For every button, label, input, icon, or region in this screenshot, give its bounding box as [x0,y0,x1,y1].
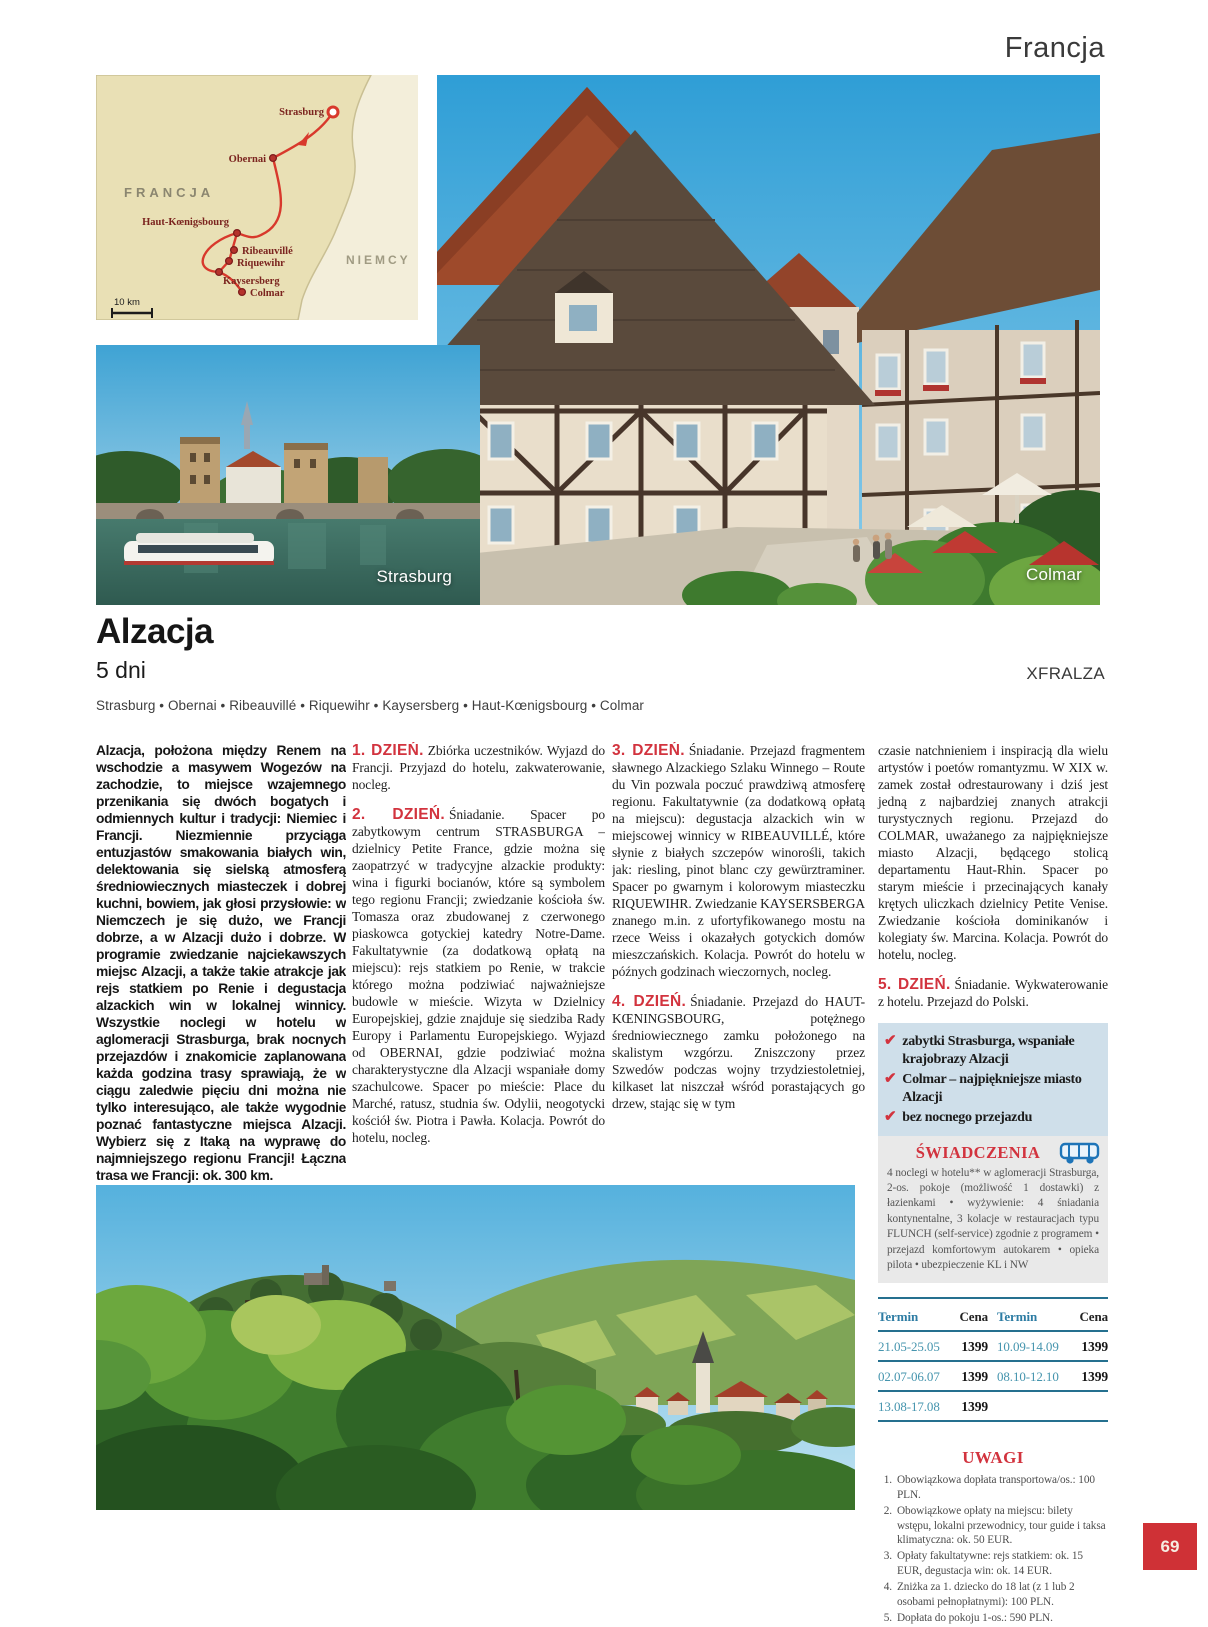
day-4-continued: czasie natchnieniem i inspiracją dla wielu artystów i poetów romantyzmu. W XIX w. zamek został odrestaurowany i dziś jest jedną z najbardziej znanych atrakcji turystycznych regionu. Przejazd do COLMAR, uważanego za najpiękniejsze miasto Alzacji, będącego stolicą departamentu Haut-Rhin. Spacer po starym mieście i przecinających kanały krętych uliczkach dzielnicy Petite Venise. Zwiedzanie kościoła dominikanów i kolegiaty św. Marcina. Kolacja. Powrót do hotelu, nocleg. [878,743,1108,962]
date-range: 21.05-25.05 [878,1339,940,1355]
photo-vineyard [96,1185,855,1510]
date-range: 13.08-17.08 [878,1399,940,1415]
note-text: Obowiązkowa dopłata transportowa/os.: 100 PLN. [897,1474,1095,1501]
church-tower [696,1363,710,1413]
price: 1399 [961,1369,988,1385]
route-map-illustration [96,75,418,320]
day-4 [612,993,865,1112]
itinerary-column-2 [612,742,865,1184]
photo-caption-strasburg: Strasburg [376,567,452,586]
day-2 [352,806,605,1146]
note-item [878,1549,1108,1578]
trip-header [96,612,213,684]
price-table [878,1297,1108,1422]
note-number: 2. [883,1505,892,1518]
check-icon: ✔ [884,1033,897,1049]
intro-text: Alzacja, położona między Renem na wschodzie a masywem Wogezów na zachodzie, to miejsce wzajemnego przenikania się dwóch bogatych i odmiennych kultur i tradycji: Niemiec i Francji. Niezmiennie przyciąga entuzjastów smakowania białych win, delektowania się sielską atmosferą średniowiecznych miasteczek i dobrej kuchni, bowiem, jak głosi przysłowie: w Niemczech je się dużo, we Francji dobrze, a w Alzacji dużo i dobrze. W programie zwiedzanie najciekawszych miejsc Alzacji, a także takie atrakcje jak rejs statkiem po Renie i degustacja alzackich win w lokalnej winnicy. Wszystkie noclegi w hotelu w aglomeracji Strasburga, brak nocnych przejazdów i znakomicie zaplanowana każda godzina trasy sprawiają, że w ciągu zaledwie pięciu dni można nie tylko interesująco, ale także wygodnie poznać fantastyczne miejsca Alzacji. Wybierz się z Itaką na wyprawę do najmniejszego regionu Francji! Łączna trasa we Francji: ok. 300 km. [96,743,346,1183]
day-1-text: Zbiórka uczestników. Wyjazd do Francji. Przyjazd do hotelu, zakwaterowanie, nocleg. [352,743,605,792]
price-row [878,1332,1108,1362]
day-5-label: 5. DZIEŃ. [878,976,951,993]
note-text: Opłaty fakultatywne: rejs statkiem: ok. 15 EUR, degustacja win: ok. 14 EUR. [897,1550,1083,1577]
note-item [878,1473,1108,1502]
date-range: 02.07-06.07 [878,1369,940,1385]
note-number: 4. [883,1581,892,1594]
day-2-text: Śniadanie. Spacer po zabytkowym centrum STRASBURGA – dzielnicy Petite France, gdzie można się zaopatrzyć w tradycyjne alzackie produkty: wina i figurki bocianów, które są symbolem tego regionu Francji; zwiedzanie kościoła św. Tomasza oraz zbudowanej z czerwonego piaskowca gotyckiej katedry Notre-Dame. Fakultatywnie (za dodatkową opłatą na miejscu): rejs statkiem po Renie, w trakcie którego można podziwiać najważniejsze budowle w mieście. Wizyta w Dzielnicy Europejskiej, gdzie znajduje się siedziba Rady Europy i Parlamentu Europejskiego. Wyjazd od OBERNAI, gdzie podziwiać można charakterystyczne dla Alzacji wspaniałe domy szachulcowe. Spacer po mieście: Place du Marché, ratusz, studnia św. Odylii, neogotycki kościół św. Piotra i Pawła. Kolacja. Powrót do hotelu, nocleg. [352,807,605,1145]
page-title: Alzacja [96,612,214,651]
notes-title: UWAGI [962,1448,1024,1468]
day-1-label: 1. DZIEŃ. [352,742,424,759]
highlight-item [884,1071,1100,1106]
colmar-illustration [437,75,1100,605]
note-text: Obowiązkowe opłaty na miejscu: bilety wstępu, lokalni przewodnicy, tour guide i taksa klimatyczna: ok. 50 EUR. [897,1505,1106,1546]
check-icon: ✔ [884,1109,897,1125]
note-item [878,1580,1108,1609]
day-4-label: 4. DZIEŃ. [612,993,687,1010]
map-region-niemcy: NIEMCY [346,253,411,267]
date-range: 08.10-12.10 [997,1369,1059,1385]
vineyard-illustration [96,1185,855,1510]
day-2-label: 2. DZIEŃ. [352,806,445,823]
marker-strasburg [328,107,338,117]
page-number: 69 [1160,1536,1180,1556]
note-item [878,1504,1108,1547]
day-4-text: Śniadanie. Przejazd do HAUT-KŒNINGSBOURG, potężnego średniowiecznego zamku położonego na skalistym wzgórzu. Zniszczony przez Szwedów podczas wojny trzydziestoletniej, kilkaset lat niszczał wśród porastających go drzew, stając się w tym [612,994,865,1111]
price-table-header [878,1302,1108,1332]
page-number-badge [1143,1523,1197,1570]
tour-boat [124,533,274,565]
price: 1399 [961,1339,988,1355]
note-text: Zniżka za 1. dziecko do 18 lat (z 1 lub 2 osobami pełnopłatnymi): 100 PLN. [897,1581,1075,1608]
route-map [96,75,418,320]
col-header-cena: Cena [1079,1309,1108,1325]
day-3-text: Śniadanie. Przejazd fragmentem sławnego Alzackiego Szlaku Winnego – Route du Vin pozwala poczuć prawdziwą atmosferę regionu. Fakultatywnie (za dodatkową opłatą na miejscu): degustacja alzackich win w miejscowej winnicy w RIBEAUVILLÉ, które słynie z białych szczepów winorośli, takich jak: riesling, pinot blanc czy gewürztraminer. Spacer po gwarnym i kolorowym miasteczku RIQUEWIHR. Zwiedzanie KAYSERSBERGA znanego m.in. z ufortyfikowanego mostu na rzece Weiss i okazałych gotyckich domów mieszczańskich. Kolacja. Powrót do hotelu w późnych godzinach wieczornych, nocleg. [612,743,865,979]
highlight-text: bez nocnego przejazdu [902,1110,1033,1125]
price: 1399 [1081,1369,1108,1385]
label-colmar: Colmar [250,288,285,299]
trip-code: XFRALZA [1026,664,1105,683]
note-text: Dopłata do pokoju 1-os.: 590 PLN. [897,1612,1053,1624]
note-number: 3. [883,1550,892,1563]
price: 1399 [1081,1339,1108,1355]
services-title: ŚWIADCZENIA [915,1142,1041,1162]
itinerary-column-1 [352,742,605,1184]
label-strasburg: Strasburg [279,107,324,118]
label-riquewihr: Riquewihr [237,258,285,269]
day-5 [878,976,1108,1010]
strasburg-illustration [96,345,480,605]
price-row [878,1362,1108,1392]
highlight-text: zabytki Strasburga, wspaniałe krajobrazy Alzacji [902,1034,1075,1067]
label-obernai: Obernai [228,154,266,165]
price [1068,1398,1108,1415]
label-kaysersberg: Kaysersberg [223,276,280,287]
col-header-cena: Cena [959,1309,988,1325]
note-item [878,1611,1108,1625]
day-1 [352,742,605,793]
notes-section [878,1449,1108,1625]
price-row [878,1392,1108,1422]
note-number: 5. [883,1612,892,1624]
day-3-label: 3. DZIEŃ. [612,742,685,759]
trip-route-cities: Strasburg • Obernai • Ribeauvillé • Riquewihr • Kaysersberg • Haut-Kœnigsbourg • Colmar [96,698,645,713]
itinerary-column-3 [878,742,1108,1627]
bus-icon [1059,1141,1101,1169]
col-header-termin: Termin [878,1309,919,1325]
services-box [878,1136,1108,1284]
country-header: Francja [1004,32,1105,64]
date-range: 10.09-14.09 [997,1339,1059,1355]
intro-column [96,742,346,1184]
day-3 [612,742,865,980]
photo-colmar [437,75,1100,605]
services-text: 4 noclegi w hotelu** w aglomeracji Strasburga, 2-os. pokoje (możliwość 1 dostawki) z łazienkami • wyżywienie: 4 śniadania kontynentalne, 3 kolacje w restauracjach typu FLUNCH (self-service) zgodnie z programem • przejazd komfortowym autokarem • opieka pilota • ubezpieczenie KL i NW [887,1166,1099,1271]
date-range [988,1398,1068,1415]
photo-strasburg [96,345,480,605]
label-ribeauville: Ribeauvillé [242,246,293,257]
map-region-francja: FRANCJA [124,185,215,200]
trip-duration: 5 dni [96,657,146,683]
check-icon: ✔ [884,1071,897,1087]
col-header-termin: Termin [997,1309,1038,1325]
note-number: 1. [883,1474,892,1487]
highlight-item [884,1109,1100,1127]
photo-caption-colmar: Colmar [1026,565,1082,584]
map-scale-label: 10 km [114,297,140,308]
day-5-text: Śniadanie. Wykwaterowanie z hotelu. Przejazd do Polski. [878,977,1108,1009]
highlights-box [878,1023,1108,1136]
price: 1399 [961,1399,988,1415]
label-haut-koenigsbourg: Haut-Kœnigsbourg [142,217,229,228]
highlight-item [884,1033,1100,1068]
highlight-text: Colmar – najpiękniejsze miasto Alzacji [902,1072,1082,1105]
